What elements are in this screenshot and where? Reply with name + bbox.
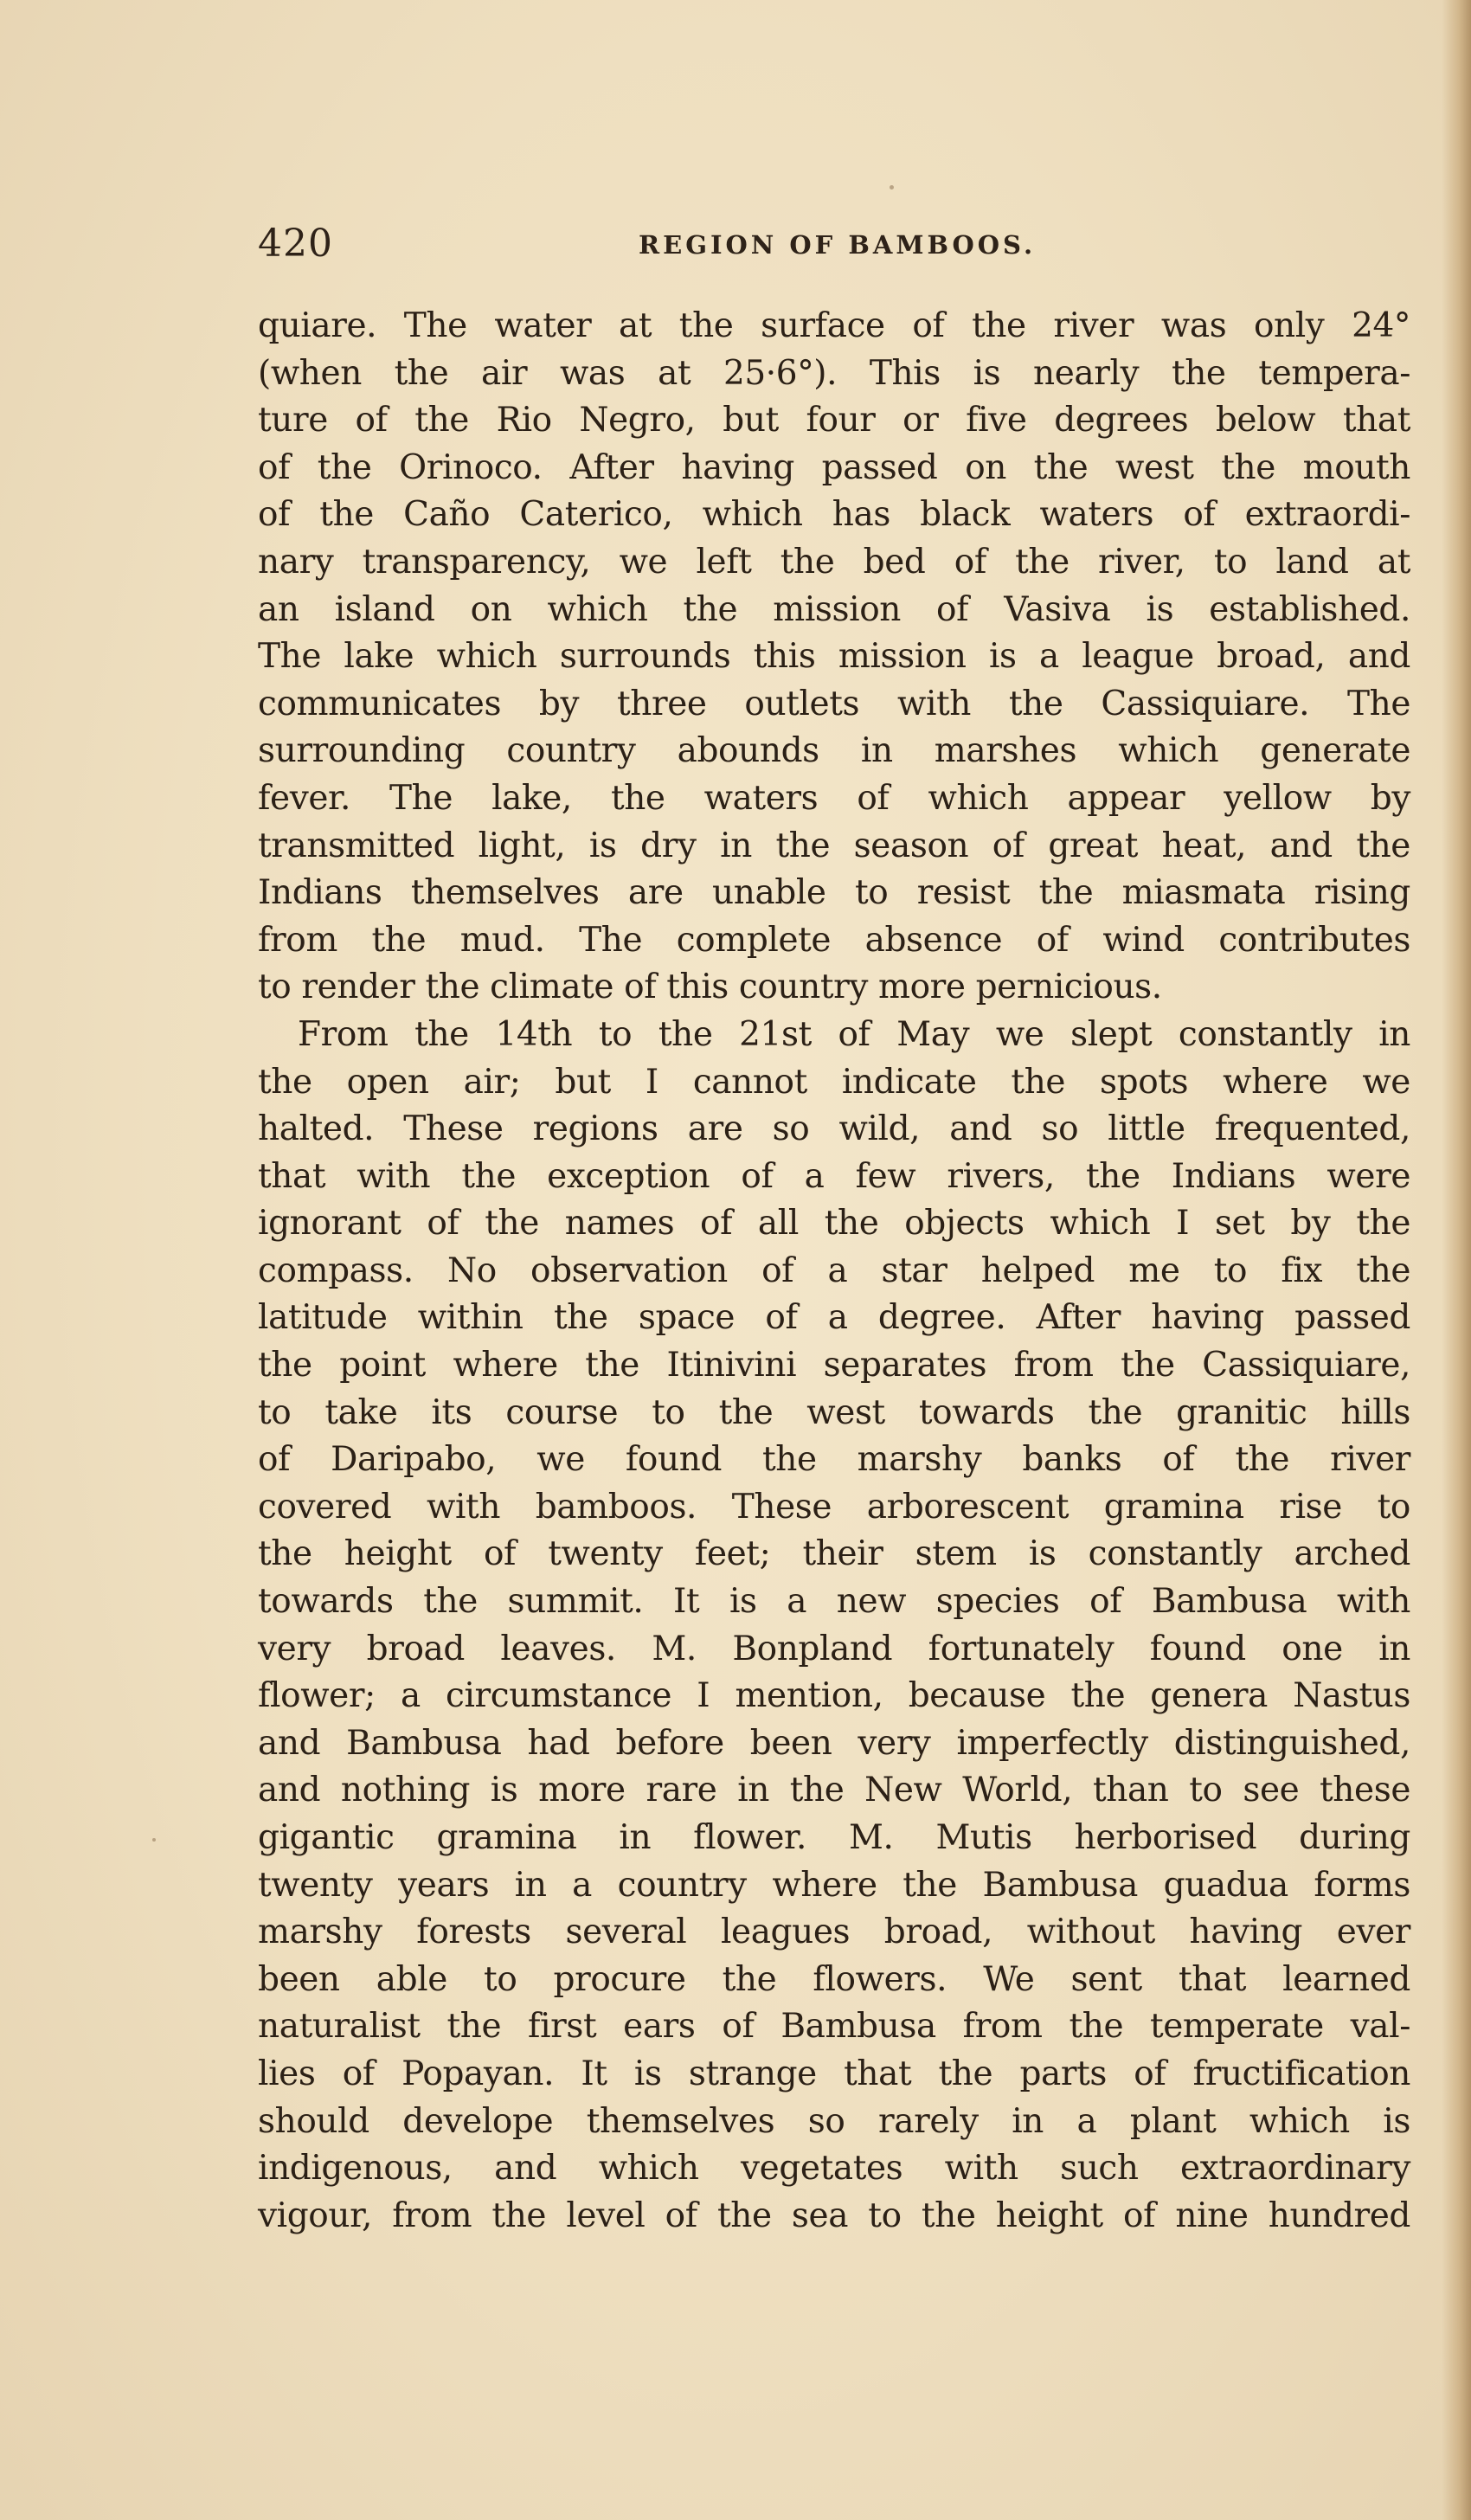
text-line: The lake which surrounds this mission is a league broad, and — [258, 637, 1410, 677]
paper-fleck — [152, 1838, 156, 1842]
paragraph-1 — [258, 303, 1410, 1012]
body-text — [258, 303, 1410, 2240]
text-line: the open air; but I cannot indicate the spots where we — [258, 1062, 1410, 1102]
text-line: an island on which the mission of Vasiva is established. — [258, 589, 1410, 629]
text-line: flower; a circumstance I mention, because the genera Nastus — [258, 1676, 1410, 1716]
text-line: From the 14th to the 21st of May we slept constantly in — [298, 1014, 1410, 1054]
text-line: marshy forests several leagues broad, without having ever — [258, 1912, 1410, 1952]
text-line: of Daripabo, we found the marshy banks of the river — [258, 1440, 1410, 1480]
text-line: communicates by three outlets with the Cassiquiare. The — [258, 684, 1410, 723]
text-line: (when the air was at 25·6°). This is nearly the tempera- — [258, 353, 1410, 393]
text-line: to take its course to the west towards the granitic hills — [258, 1392, 1410, 1432]
page-number: 420 — [258, 222, 333, 266]
text-line: of the Orinoco. After having passed on the west the mouth — [258, 447, 1410, 487]
text-line: the height of twenty feet; their stem is constantly arched — [258, 1534, 1410, 1574]
text-line: should develope themselves so rarely in a plant which is — [258, 2101, 1410, 2141]
running-head: REGION OF BAMBOOS. — [639, 230, 1037, 260]
page-header — [258, 222, 1409, 273]
text-line: very broad leaves. M. Bonpland fortunately found one in — [258, 1629, 1410, 1668]
text-line: of the Caño Caterico, which has black waters of extraordi- — [258, 495, 1410, 535]
text-line: twenty years in a country where the Bambusa guadua forms — [258, 1865, 1410, 1905]
text-line: and Bambusa had before been very imperfectly distinguished, — [258, 1723, 1410, 1763]
text-line: the point where the Itinivini separates from the Cassiquiare, — [258, 1346, 1410, 1385]
text-line: compass. No observation of a star helped me to fix the — [258, 1250, 1410, 1290]
text-line: gigantic gramina in flower. M. Mutis herborised during — [258, 1818, 1410, 1857]
text-line: been able to procure the flowers. We sent that learned — [258, 1959, 1410, 1999]
text-line: vigour, from the level of the sea to the height of nine hundred — [258, 2195, 1410, 2235]
text-line: covered with bamboos. These arborescent gramina rise to — [258, 1487, 1410, 1527]
text-line: quiare. The water at the surface of the river was only 24° — [258, 306, 1410, 345]
text-line: from the mud. The complete absence of wind contributes — [258, 920, 1410, 960]
text-line: latitude within the space of a degree. After having passed — [258, 1298, 1410, 1338]
text-line: to render the climate of this country more pernicious. — [258, 968, 1162, 1007]
text-line: indigenous, and which vegetates with such extraordinary — [258, 2149, 1410, 2189]
text-line: fever. The lake, the waters of which appear yellow by — [258, 778, 1410, 818]
text-line: ignorant of the names of all the objects which I set by the — [258, 1204, 1410, 1244]
text-line: surrounding country abounds in marshes which generate — [258, 731, 1410, 771]
text-line: nary transparency, we left the bed of the river, to land at — [258, 542, 1410, 582]
paragraph-2 — [258, 1012, 1410, 2240]
text-line: ture of the Rio Negro, but four or five degrees below that — [258, 401, 1410, 440]
page-edge-shadow — [1442, 0, 1471, 2520]
text-line: transmitted light, is dry in the season of great heat, and the — [258, 826, 1410, 865]
paper-fleck — [890, 185, 894, 190]
text-line: halted. These regions are so wild, and so little frequented, — [258, 1109, 1410, 1149]
text-line: Indians themselves are unable to resist the miasmata rising — [258, 873, 1410, 913]
text-line: that with the exception of a few rivers, the Indians were — [258, 1156, 1410, 1196]
text-line: naturalist the first ears of Bambusa from the temperate val- — [258, 2007, 1410, 2047]
text-line: towards the summit. It is a new species of Bambusa with — [258, 1582, 1410, 1622]
text-line: and nothing is more rare in the New World, than to see these — [258, 1771, 1410, 1810]
text-line: lies of Popayan. It is strange that the parts of fructification — [258, 2054, 1410, 2093]
